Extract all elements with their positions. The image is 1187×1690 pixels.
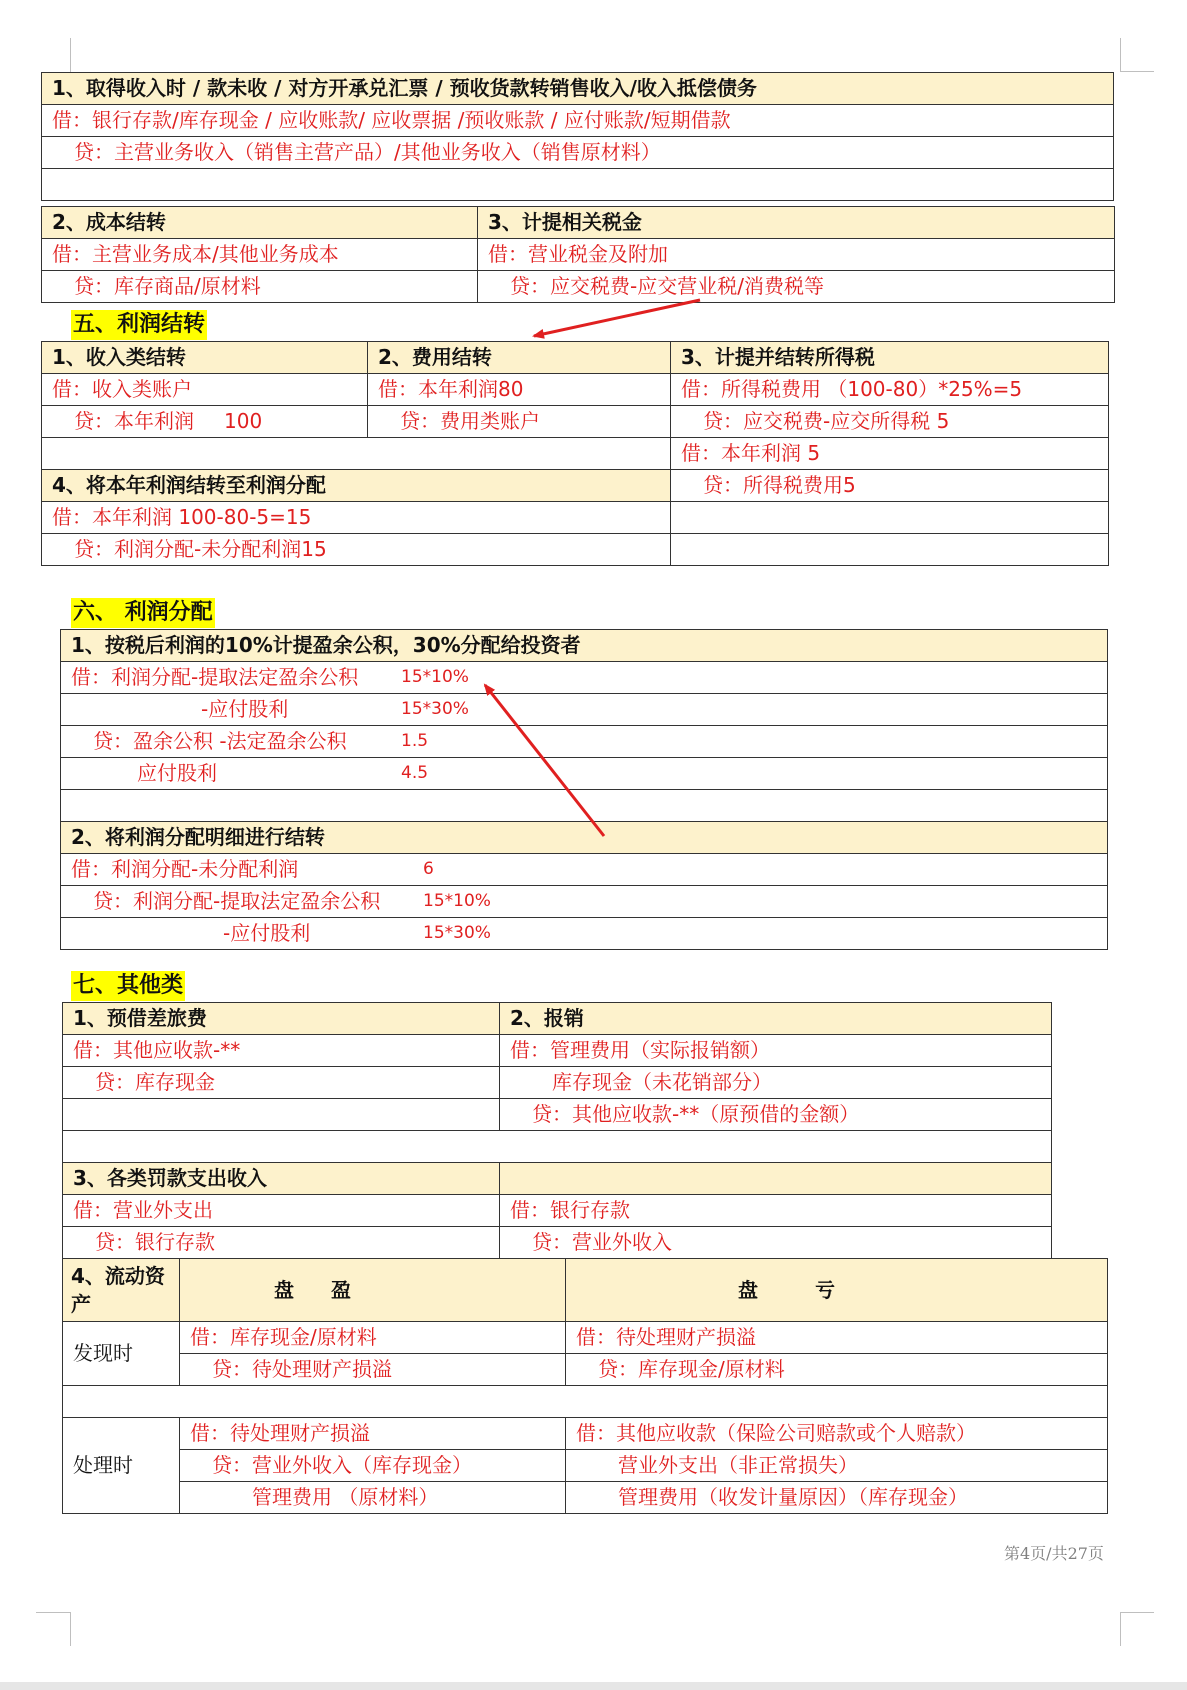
- income-transfer-debit: 借：收入类账户: [42, 374, 368, 406]
- page-number: 第4页/共27页: [1004, 1544, 1104, 1563]
- section-5-title: 五、利润结转: [71, 310, 207, 340]
- handle-surplus-debit: 借：待处理财产损溢: [180, 1418, 566, 1450]
- handle-label: 处理时: [63, 1418, 180, 1514]
- found-label: 发现时: [63, 1322, 180, 1386]
- advance-travel-credit: 贷：库存现金: [63, 1067, 500, 1099]
- distribution-row-3-value: 1.5: [401, 731, 429, 751]
- arrow-to-distribution-value: [485, 685, 604, 836]
- distribution-row-6-label: 贷：利润分配-提取法定盈余公积: [93, 889, 381, 913]
- income-credit: 贷：主营业务收入（销售主营产品）/其他业务收入（销售原材料）: [42, 137, 1114, 169]
- section-6-title: 六、 利润分配: [71, 598, 215, 628]
- distribution-row-1-label: 借：利润分配-提取法定盈余公积: [71, 665, 359, 689]
- distribution-row-7-label: -应付股利: [223, 921, 311, 945]
- cost-header: 2、成本结转: [42, 207, 478, 239]
- income-transfer-credit-amount: 100: [224, 409, 263, 433]
- handle-shortage-debit-3: 管理费用（收发计量原因）（库存现金）: [566, 1482, 1108, 1514]
- expense-transfer-credit: 贷：费用类账户: [368, 406, 671, 438]
- distribution-row-1-value: 15*10%: [401, 667, 469, 687]
- reimburse-header: 2、报销: [500, 1003, 1052, 1035]
- distribution-row-4-label: 应付股利: [137, 761, 217, 785]
- cost-credit: 贷：库存商品/原材料: [42, 271, 478, 303]
- bottom-strip: [0, 1682, 1187, 1690]
- expense-transfer-header: 2、费用结转: [368, 342, 671, 374]
- distribution-row-3-label: 贷：盈余公积 -法定盈余公积: [93, 729, 347, 753]
- handle-shortage-debit-2: 营业外支出（非正常损失）: [566, 1450, 1108, 1482]
- tax-credit: 贷：应交税费-应交营业税/消费税等: [478, 271, 1115, 303]
- retained-transfer-debit: 借：本年利润 100-80-5=15: [42, 502, 671, 534]
- distribution-row-5-label: 借：利润分配-未分配利润: [71, 857, 299, 881]
- found-surplus-debit: 借：库存现金/原材料: [180, 1322, 566, 1354]
- handle-shortage-debit: 借：其他应收款（保险公司赔款或个人赔款）: [566, 1418, 1108, 1450]
- shortage-header: 盘 亏: [566, 1259, 1108, 1322]
- income-transfer-header: 1、收入类结转: [42, 342, 368, 374]
- distribution-header-2: 2、将利润分配明细进行结转: [61, 822, 1108, 854]
- income-tax-credit-2: 贷：所得税费用5: [671, 470, 1109, 502]
- handle-surplus-credit: 贷：营业外收入（库存现金）: [180, 1450, 566, 1482]
- reimburse-credit: 贷：其他应收款-**（原预借的金额）: [500, 1099, 1052, 1131]
- distribution-row-2-value: 15*30%: [401, 699, 469, 719]
- fines-expense-credit: 贷：银行存款: [63, 1227, 500, 1259]
- income-debit: 借：银行存款/库存现金 / 应收账款/ 应收票据 /预收账款 / 应付账款/短期借款: [42, 105, 1114, 137]
- fines-expense-debit: 借：营业外支出: [63, 1195, 500, 1227]
- section-7-title: 七、其他类: [71, 971, 185, 1001]
- income-tax-debit: 借：所得税费用 （100-80）*25%=5: [671, 374, 1109, 406]
- found-shortage-credit: 贷：库存现金/原材料: [566, 1354, 1108, 1386]
- surplus-header: 盘 盈: [180, 1259, 566, 1322]
- advance-travel-debit: 借：其他应收款-**: [63, 1035, 500, 1067]
- reimburse-debit: 借：管理费用（实际报销额）: [500, 1035, 1052, 1067]
- fines-income-debit: 借：银行存款: [500, 1195, 1052, 1227]
- cost-debit: 借：主营业务成本/其他业务成本: [42, 239, 478, 271]
- distribution-row-7-value: 15*30%: [423, 923, 491, 943]
- income-tax-header: 3、计提并结转所得税: [671, 342, 1109, 374]
- found-surplus-credit: 贷：待处理财产损溢: [180, 1354, 566, 1386]
- distribution-row-6-value: 15*10%: [423, 891, 491, 911]
- income-header: 1、取得收入时 / 款未收 / 对方开承兑汇票 / 预收货款转销售收入/收入抵偿债务: [42, 73, 1114, 105]
- tax-header: 3、计提相关税金: [478, 207, 1115, 239]
- distribution-header-1: 1、按税后利润的10%计提盈余公积，30%分配给投资者: [61, 630, 1108, 662]
- tax-debit: 借：营业税金及附加: [478, 239, 1115, 271]
- advance-travel-header: 1、预借差旅费: [63, 1003, 500, 1035]
- found-shortage-debit: 借：待处理财产损溢: [566, 1322, 1108, 1354]
- income-tax-credit: 贷：应交税费-应交所得税 5: [671, 406, 1109, 438]
- distribution-row-2-label: -应付股利: [201, 697, 289, 721]
- distribution-row-5-value: 6: [423, 859, 434, 879]
- reimburse-debit-2: 库存现金（未花销部分）: [500, 1067, 1052, 1099]
- handle-surplus-credit-2: 管理费用 （原材料）: [180, 1482, 566, 1514]
- distribution-row-4-value: 4.5: [401, 763, 429, 783]
- expense-transfer-debit: 借：本年利润80: [368, 374, 671, 406]
- fines-header: 3、各类罚款支出收入: [63, 1163, 500, 1195]
- income-tax-debit-2: 借：本年利润 5: [671, 438, 1109, 470]
- arrow-to-tax-header: [534, 300, 700, 336]
- assets-corner-header: 4、流动资产: [63, 1259, 180, 1322]
- income-transfer-credit-label: 贷：本年利润: [74, 409, 194, 433]
- retained-transfer-credit: 贷：利润分配-未分配利润15: [42, 534, 671, 566]
- fines-income-credit: 贷：营业外收入: [500, 1227, 1052, 1259]
- retained-transfer-header: 4、将本年利润结转至利润分配: [42, 470, 671, 502]
